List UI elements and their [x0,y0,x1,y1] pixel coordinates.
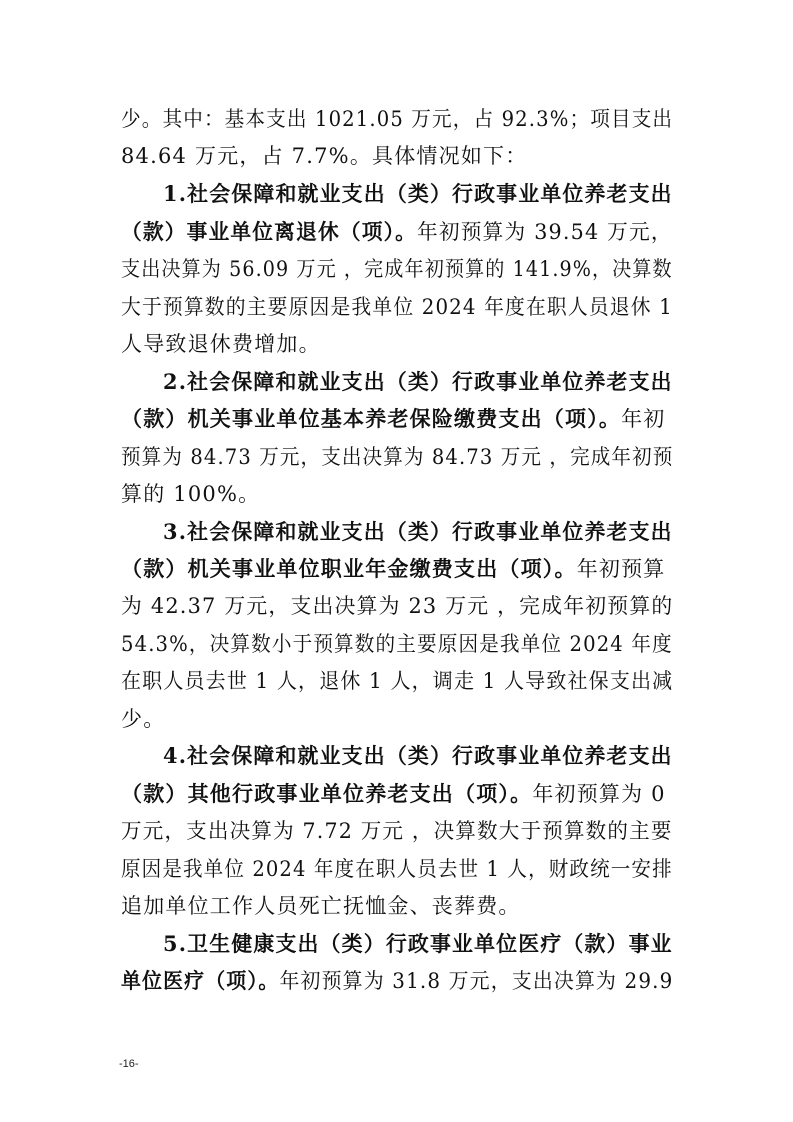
bold-heading-run: 2.社会保障和就业支出（类）行政事业单位养老支出 [163,369,673,394]
bold-heading-run: 3.社会保障和就业支出（类）行政事业单位养老支出 [163,519,673,544]
text-run: 年初预算为 31.8 万元，支出决算为 29.9 [279,969,674,993]
text-run: 少。其中：基本支出 1021.05 万元，占 92.3%；项目支出 [121,107,674,131]
text-run: 万元，支出决算为 7.72 万元 ，决算数大于预算数的主要 [121,819,673,843]
text-run: 少。 [121,707,166,731]
text-run: 算的 100%。 [121,482,261,506]
page-number: -16- [119,1058,139,1070]
text-run: 年初 [621,407,666,431]
text-run: 84.64 万元，占 7.7%。具体情况如下： [121,144,528,168]
bold-heading-run: （款）事业单位离退休（项）。 [121,219,418,244]
text-run: 支出决算为 56.09 万元 ，完成年初预算的 141.9%，决算数 [121,257,673,281]
bold-heading-run: （款）其他行政事业单位养老支出（项）。 [121,781,533,806]
item-5-line-2 [121,959,674,1003]
text-run: 大于预算数的主要原因是我单位 2024 年度在职人员退休 1 [121,295,673,319]
bold-heading-run: 5.卫生健康支出（类）行政事业单位医疗（款）事业 [163,931,673,956]
text-run: 年初预算 [576,557,666,581]
bold-heading-run: 1.社会保障和就业支出（类）行政事业单位养老支出 [163,181,673,206]
text-run: 54.3%，决算数小于预算数的主要原因是我单位 2024 年度 [121,632,673,656]
text-run: 为 42.37 万元，支出决算为 23 万元 ，完成年初预算的 [121,594,674,618]
text-run: 在职人员去世 1 人，退休 1 人，调走 1 人导致社保支出减 [121,669,674,693]
bold-heading-run: 4.社会保障和就业支出（类）行政事业单位养老支出 [163,743,673,768]
bold-heading-run: （款）机关事业单位基本养老保险缴费支出（项）。 [121,406,622,431]
text-run: 人导致退休费增加。 [121,332,321,356]
bold-heading-run: 单位医疗（项）。 [121,968,280,993]
bold-heading-run: （款）机关事业单位职业年金缴费支出（项）。 [121,556,577,581]
text-run: 预算为 84.73 万元，支出决算为 84.73 万元 ，完成年初预 [121,445,674,469]
text-run: 追加单位工作人员死亡抚恤金、丧葬费。 [121,894,521,918]
text-run: 年初预算为 0 [532,782,666,806]
text-run: 年初预算为 39.54 万元， [417,220,673,244]
text-run: 原因是我单位 2024 年度在职人员去世 1 人，财政统一安排 [121,857,673,881]
